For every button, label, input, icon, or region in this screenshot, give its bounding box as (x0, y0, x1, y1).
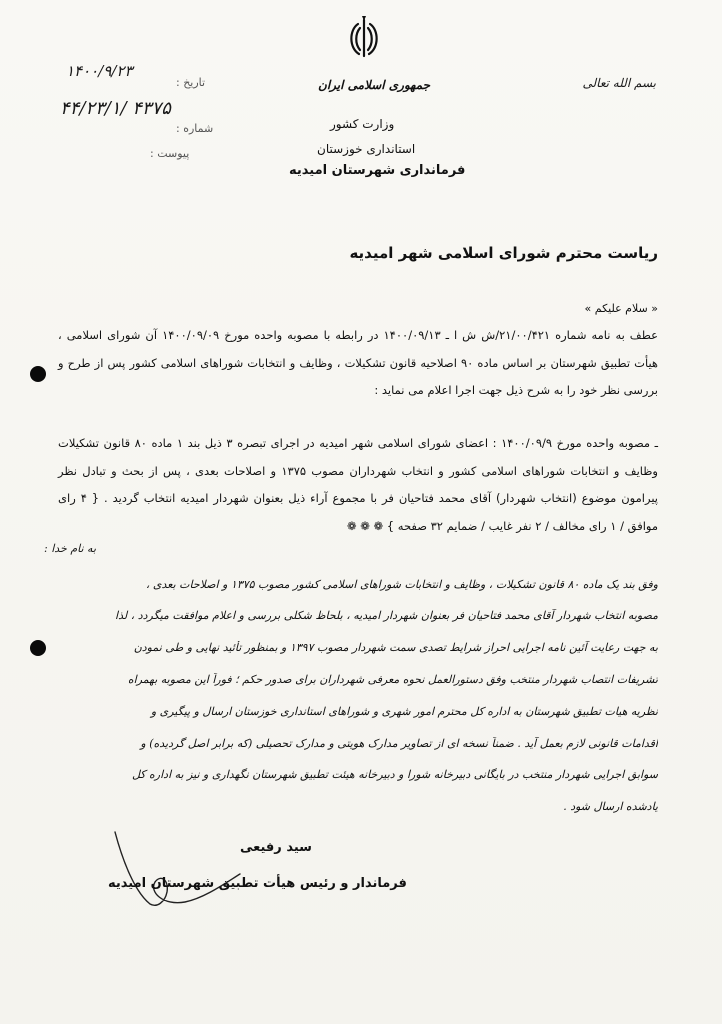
number-value: ۴۴/۲۳/۱/ ۴۳۷۵ (60, 98, 171, 119)
body-paragraph-1: عطف به نامه شماره ۲۱/۰۰/۴۲۱/ش ش ا ـ ۱۴۰۰/۰۹/۱۳ در رابطه با مصوبه واحده مورخ ۱۴۰۰/۰۹/۰۹ آن شورای اسلامی ، هیأت تطبیق شهرستان بر اساس ماده ۹۰ اصلاحیه قانون تشکیلات ، وظایف و انتخابات شوراهای اسلامی کشور پس از طرح و بررسی نظر خود را به شرح ذیل جهت اجرا اعلام می نماید : (58, 328, 659, 397)
punch-hole (30, 640, 46, 656)
republic-title: جمهوری اسلامی ایران (318, 78, 431, 92)
iran-emblem-icon (343, 12, 385, 64)
punch-hole (30, 366, 46, 382)
handwritten-line: تشریفات انتصاب شهردار منتخب وفق دستورالعمل نحوه معرفی شهرداران برای صدور حکم ؛ فوراً این مصوبه بهمراه (127, 673, 658, 686)
governorate-name: استانداری خوزستان (317, 142, 416, 156)
date-label: تاریخ : (176, 76, 206, 89)
handwritten-line: نظریه هیات تطبیق شهرستان به اداره کل محترم امور شهری و شوراهای استانداری خوزستان ارسال و پیگیری و (150, 705, 658, 718)
office-name: فرمانداری شهرستان امیدیه (289, 163, 466, 178)
greeting: « سلام علیکم » (584, 302, 658, 315)
motto: بسم الله تعالی (582, 76, 656, 90)
handwritten-line: سوابق اجرایی شهردار منتخب در بایگانی دبیرخانه شورا و دبیرخانه هیئت تطبیق شهرستان نگهداری و نیز به اداره کل (131, 768, 658, 781)
handwritten-opening: به نام خدا : (44, 542, 97, 555)
ministry-name: وزارت کشور (330, 117, 395, 131)
attachment-label: پیوست : (150, 147, 190, 160)
recipient-title: ریاست محترم شورای اسلامی شهر امیدیه (349, 244, 658, 262)
handwritten-line: مصوبه انتخاب شهردار آقای محمد فتاحیان فر بعنوان شهردار امیدیه ، بلحاظ شکلی بررسی و اعلام موافقت میگردد ، لذا (115, 609, 658, 622)
number-label: شماره : (176, 122, 214, 135)
handwritten-line: یادشده ارسال شود . (563, 800, 658, 813)
date-value: ۱۴۰۰/۹/۲۳ (66, 62, 133, 80)
body-paragraph-2: ـ مصوبه واحده مورخ ۱۴۰۰/۰۹/۹ : اعضای شورای اسلامی شهر امیدیه در اجرای تبصره ۳ ذیل بند ۱ ماده ۸۰ قانون تشکیلات وظایف و انتخابات شوراهای اسلامی کشور و انتخاب شهرداران مصوب ۱۳۷۵ و اصلاحات بعدی ، پس از بحث و تبادل نظر پیرامون موضوع (انتخاب شهردار) آقای محمد فتاحیان فر با مجموع آراء ذیل بعنوان شهردار امیدیه انتخاب گردید . { ۴ رای موافق / ۱ رای مخالف / ۲ نفر غایب / ضمایم ۳۲ صفحه } ❁ ❁ ❁ (58, 436, 658, 533)
handwritten-line: به جهت رعایت آئین نامه اجرایی احراز شرایط تصدی سمت شهردار مصوب ۱۳۹۷ و بمنظور تأئید نهایی و طی نمودن (133, 641, 658, 654)
handwritten-line: وفق بند یک ماده ۸۰ قانون تشکیلات ، وظایف و انتخابات شوراهای اسلامی کشور مصوب ۱۳۷۵ و اصلاحات بعدی ، (145, 578, 658, 591)
signatory-title: فرماندار و رئیس هیأت تطبیق شهرستان امیدیه (108, 876, 407, 891)
signatory-name: سید رفیعی (240, 840, 312, 855)
handwritten-line: اقدامات قانونی لازم بعمل آید . ضمناً نسخه ای از تصاویر مدارک هویتی و مدارک تحصیلی (که برابر اصل گردیده) و (140, 737, 658, 750)
signature-mark (95, 822, 245, 912)
